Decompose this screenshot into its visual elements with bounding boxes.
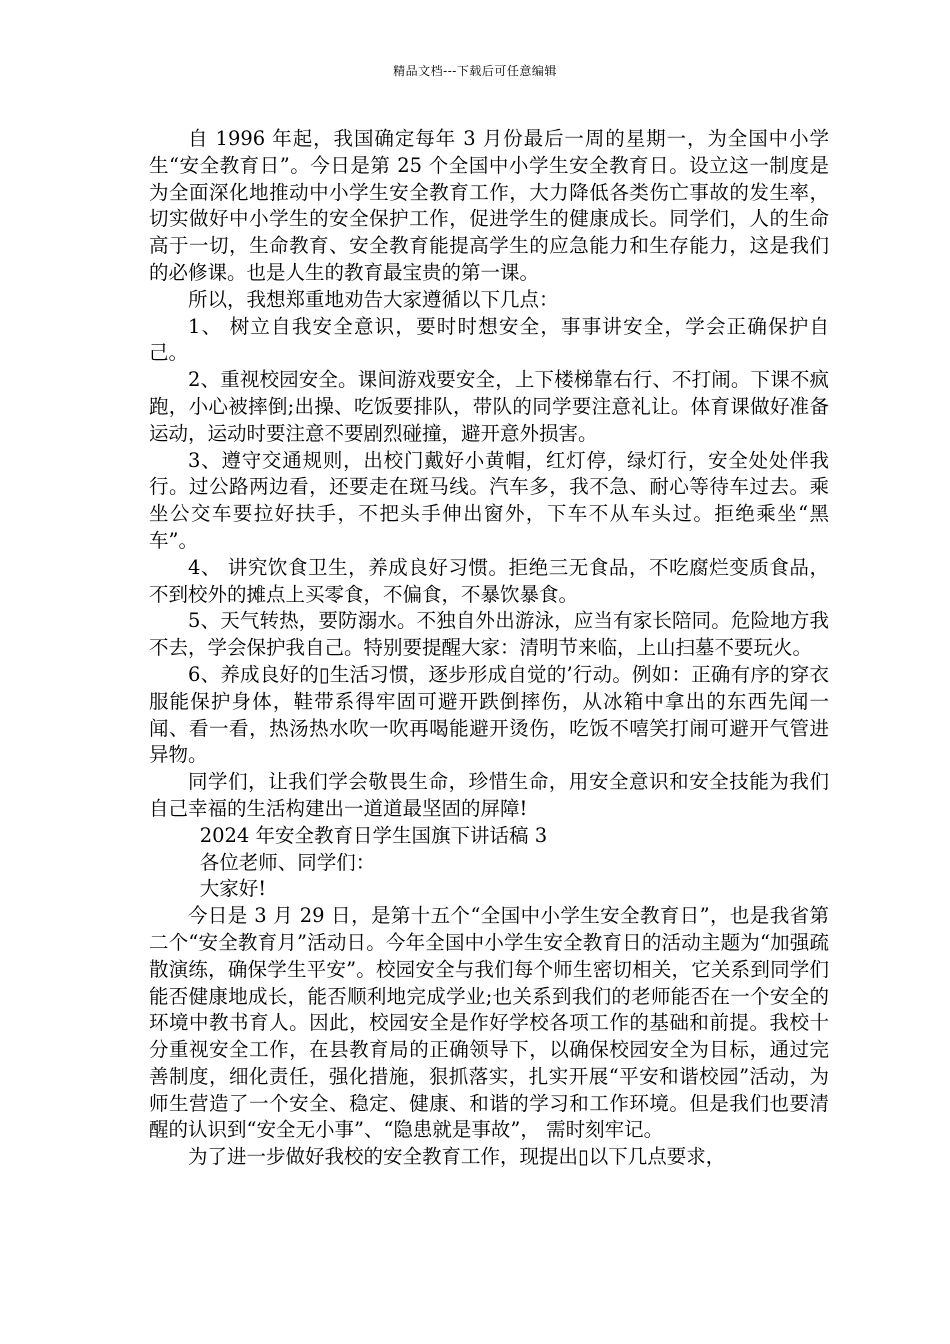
- paragraph-intro: 自 1996 年起，我国确定每年 3 月份最后一周的星期一，为全国中小学生“安全教育日”。今日是第 25 个全国中小学生安全教育日。设立这一制度是为全面深化地推动中小学生安全教育工作，大力降低各类伤亡事故的发生率，切实做好中小学生的安全保护工作，促进学生的健康成长。同学们，人的生命高于一切，生命教育、安全教育能提高学生的应急能力和生存能力，这是我们的必修课。也是人生的教育最宝贵的第一课。: [149, 127, 829, 284]
- paragraph-point-2: 2、重视校园安全。课间游戏要安全，上下楼梯靠右行、不打闹。下课不疯跑，小心被摔倒;出操、吃饭要排队，带队的同学要注意礼让。体育课做好准备运动，运动时要注意不要剧烈碰撞，避开意外损害。: [149, 368, 829, 445]
- salutation: 各位老师、同学们：: [199, 850, 376, 874]
- paragraph-point-5: 5、天气转热，要防溺水。不独自外出游泳，应当有家长陪同。危险地方我不去，学会保护我自己。特别要提醒大家：清明节来临，上山扫墓不要玩火。: [149, 609, 829, 660]
- paragraph-requirements-lead: 为了进一步做好我校的安全教育工作，现提出▯以下几点要求，: [188, 1145, 726, 1169]
- document-body: [149, 126, 829, 1171]
- paragraph-point-4: 4、 讲究饮食卫生，养成良好习惯。拒绝三无食品，不吃腐烂变质食品，不到校外的摊点上买零食，不偏食，不暴饮暴食。: [149, 555, 829, 606]
- paragraph-point-3: 3、遵守交通规则，出校门戴好小黄帽，红灯停，绿灯行，安全处处伴我行。过公路两边看，还要走在斑马线。汽车多，我不急、耐心等待车过去。乘坐公交车要拉好扶手，不把头手伸出窗外，下车不从车头过。拒绝乘坐“黑车”。: [149, 448, 829, 552]
- paragraph-point-6: 6、养成良好的▯生活习惯，逐步形成自觉的’行动。例如：正确有序的穿衣服能保护身体，鞋带系得牢固可避开跌倒摔伤，从冰箱中拿出的东西先闻一闻、看一看，热汤热水吹一吹再喝能避开烫伤，吃饭不嘻笑打闹可避开气管进异物。: [149, 662, 829, 767]
- paragraph-advice-lead: 所以，我想郑重地劝告大家遵循以下几点：: [188, 287, 559, 311]
- paragraph-closing: 同学们，让我们学会敬畏生命，珍惜生命，用安全意识和安全技能为我们自己幸福的生活构建出一道道最坚固的屏障!: [149, 770, 829, 820]
- paragraph-speech-body: 今日是 3 月 29 日，是第十五个“全国中小学生安全教育日”，也是我省第二个“安全教育月”活动日。今年全国中小学生安全教育日的活动主题为“加强疏散演练，确保学生平安”。校园安全与我们每个师生密切相关，它关系到同学们能否健康地成长，能否顺利地完成学业;也关系到我们的老师能否在一个安全的环境中教书育人。因此，校园安全是作好学校各项工作的基础和前提。我校十分重视安全工作，在县教育局的正确领导下，以确保校园安全为目标，通过完善制度，细化责任，强化措施，狠抓落实，扎实开展“平安和谐校园”活动，为师生营造了一个安全、稳定、健康、和谐的学习和工作环境。但是我们也要清醒的认识到“安全无小事”、“隐患就是事故”， 需时刻牢记。: [149, 904, 829, 1142]
- greeting: 大家好!: [199, 877, 267, 901]
- page-header: 精品文档---下载后可任意编辑: [393, 64, 557, 78]
- paragraph-point-1: 1、 树立自我安全意识，要时时想安全，事事讲安全，学会正确保护自己。: [149, 314, 829, 365]
- speech-title: 2024 年安全教育日学生国旗下讲话稿 3: [199, 823, 548, 847]
